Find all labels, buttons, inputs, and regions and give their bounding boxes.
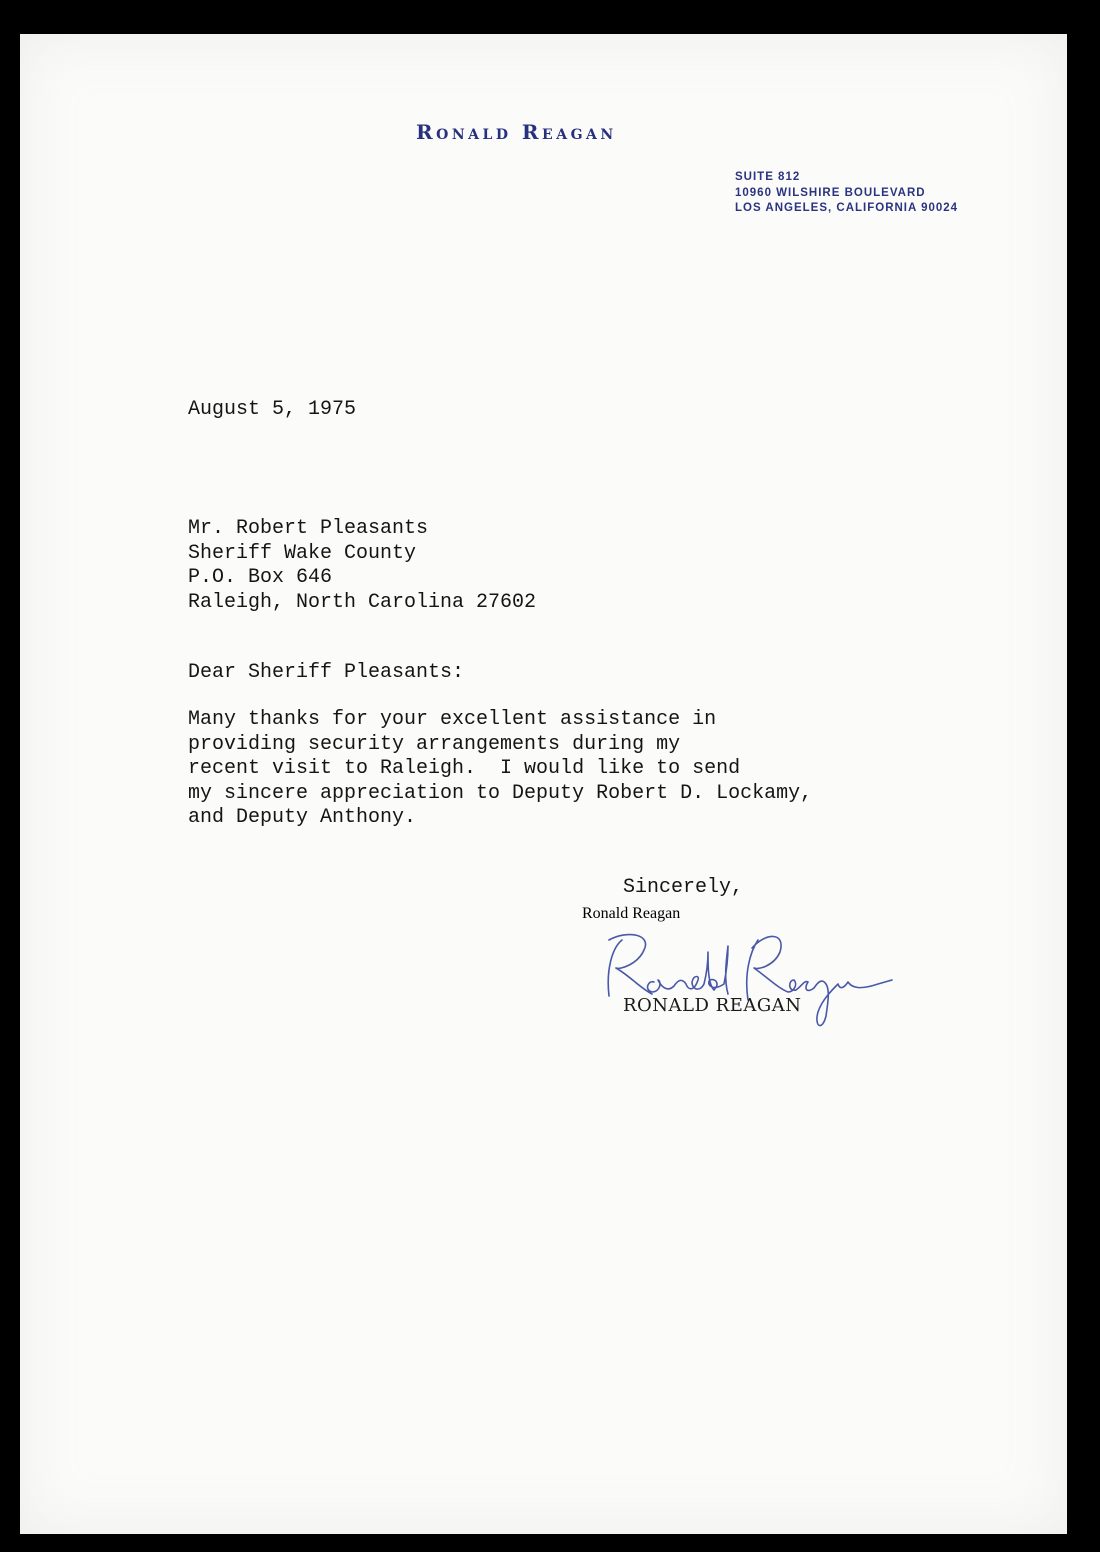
salutation: Dear Sheriff Pleasants: — [188, 661, 465, 684]
letter-date: August 5, 1975 — [188, 398, 357, 421]
signature-typed-name: RONALD REAGAN — [623, 995, 802, 1016]
recipient-line: Raleigh, North Carolina 27602 — [188, 590, 537, 614]
recipient-address — [188, 517, 536, 615]
body-line: and Deputy Anthony. — [188, 806, 417, 829]
recipient-line: P.O. Box 646 — [188, 566, 333, 589]
body-line: providing security arrangements during my — [188, 732, 681, 756]
letter-body — [188, 708, 812, 831]
body-line: Many thanks for your excellent assistance in — [188, 708, 717, 731]
signature-handwritten-text: Ronald Reagan — [582, 905, 681, 922]
letterhead-address — [735, 170, 958, 217]
signature-stroke — [648, 946, 728, 994]
body-line: recent visit to Raleigh. I would like to send — [188, 757, 741, 780]
handwritten-signature — [582, 905, 902, 1038]
address-line: LOS ANGELES, CALIFORNIA 90024 — [735, 202, 959, 214]
letterhead-name: Ronald Reagan — [416, 120, 617, 144]
closing: Sincerely, — [623, 876, 744, 899]
recipient-line: Mr. Robert Pleasants — [188, 517, 429, 540]
signature-stroke — [608, 935, 652, 996]
body-line: my sincere appreciation to Deputy Robert D. Lockamy, — [188, 781, 813, 805]
address-line: SUITE 812 — [735, 171, 801, 183]
letter-page — [20, 34, 1067, 1534]
address-line: 10960 WILSHIRE BOULEVARD — [735, 186, 926, 199]
recipient-line: Sheriff Wake County — [188, 541, 417, 565]
